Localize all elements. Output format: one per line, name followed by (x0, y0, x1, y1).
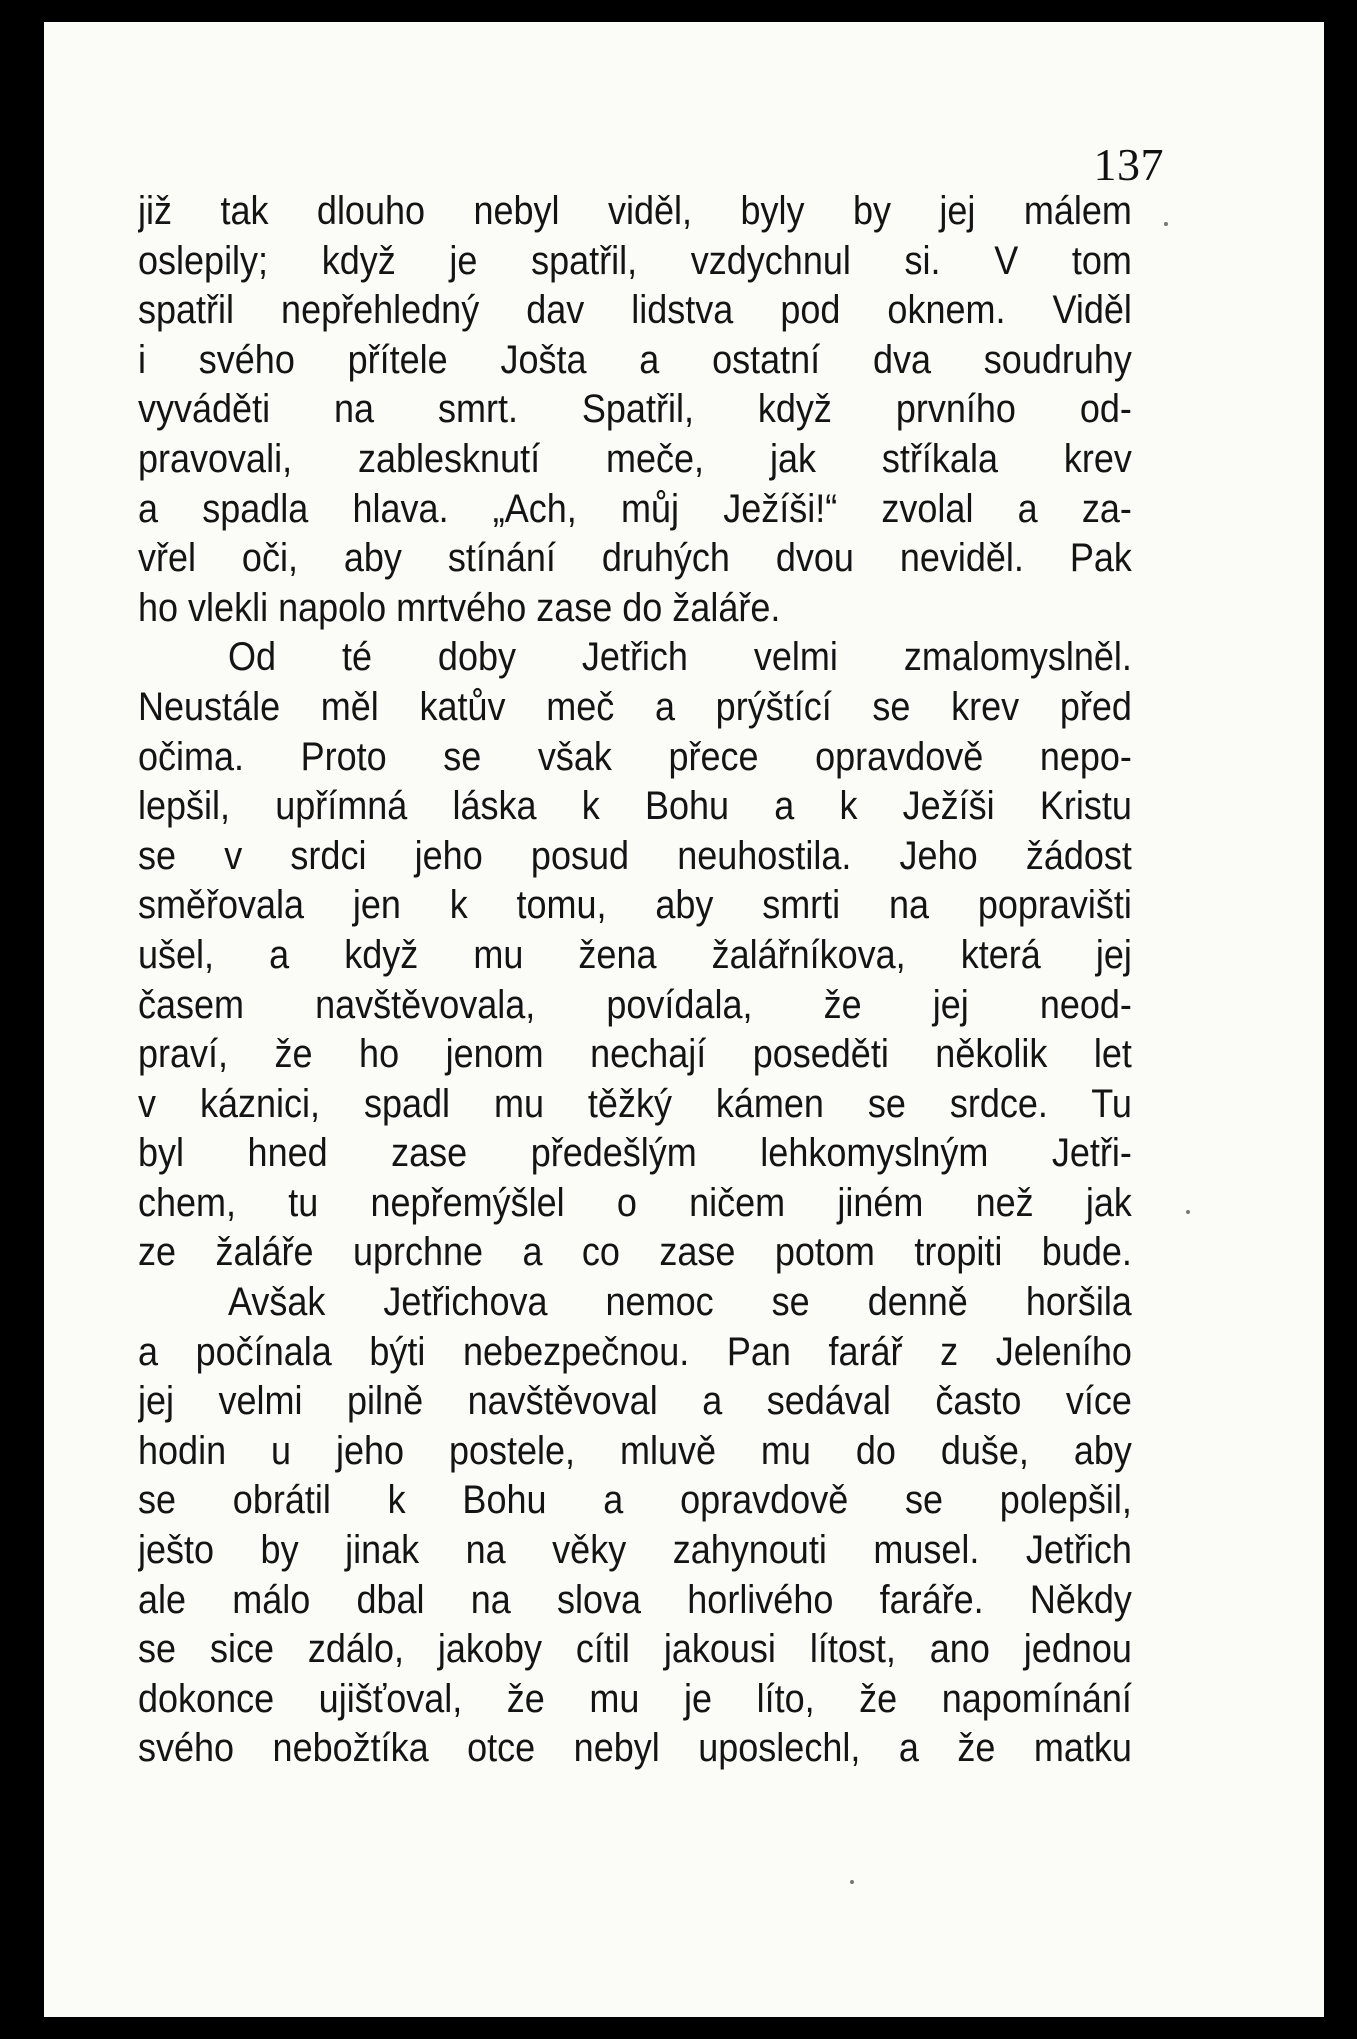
text-line: se sice zdálo, jakoby cítil jakousi lítost, ano jednou (138, 1627, 1132, 1672)
text-line: Neustále měl katův meč a prýštící se krev před (138, 684, 1132, 729)
text-line: ješto by jinak na věky zahynouti musel. Jetřich (138, 1528, 1132, 1573)
text-line: Od té doby Jetřich velmi zmalomyslněl. (228, 635, 1132, 680)
text-line: vřel oči, aby stínání druhých dvou neviděl. Pak (138, 536, 1132, 581)
text-line: časem navštěvovala, povídala, že jej neod- (138, 982, 1132, 1027)
speck (1186, 1210, 1190, 1214)
text-line: se obrátil k Bohu a opravdově se polepšil, (138, 1478, 1132, 1523)
text-line: hodin u jeho postele, mluvě mu do duše, aby (138, 1428, 1132, 1473)
text-line: očima. Proto se však přece opravdově nepo- (138, 734, 1132, 779)
text-line: se v srdci jeho posud neuhostila. Jeho žádost (138, 833, 1132, 878)
page-number: 137 (1093, 139, 1164, 190)
text-line: ho vlekli napolo mrtvého zase do žaláře. (138, 585, 781, 630)
text-line: ale málo dbal na slova horlivého faráře. Někdy (138, 1577, 1132, 1622)
text-line: pravovali, zablesknutí meče, jak stříkala krev (138, 436, 1132, 481)
text-line: a spadla hlava. „Ach, můj Ježíši!“ zvolal a za- (138, 486, 1132, 531)
text-line: směřovala jen k tomu, aby smrti na popravišti (138, 883, 1132, 928)
text-line: byl hned zase předešlým lehkomyslným Jetři- (138, 1131, 1132, 1176)
text-line: a počínala býti nebezpečnou. Pan farář z Jeleního (138, 1329, 1132, 1374)
text-line: vyváděti na smrt. Spatřil, když prvního od- (138, 387, 1132, 432)
text-line: i svého přítele Jošta a ostatní dva soudruhy (138, 337, 1132, 382)
text-line: lepšil, upřímná láska k Bohu a k Ježíši Kristu (138, 784, 1132, 829)
speck (850, 1880, 854, 1884)
text-line: oslepily; když je spatřil, vzdychnul si. V tom (138, 238, 1132, 283)
text-line: Avšak Jetřichova nemoc se denně horšila (228, 1280, 1132, 1325)
text-line: praví, že ho jenom nechají poseděti několik let (138, 1032, 1132, 1077)
speck (1164, 222, 1168, 226)
text-line: dokonce ujišťoval, že mu je líto, že napomínání (138, 1676, 1132, 1721)
text-line: ušel, a když mu žena žalářníkova, která jej (138, 932, 1132, 977)
text-line: svého nebožtíka otce nebyl uposlechl, a že matku (138, 1726, 1132, 1771)
text-line: v káznici, spadl mu těžký kámen se srdce. Tu (138, 1081, 1132, 1126)
body-text (138, 187, 1132, 1774)
text-line: jej velmi pilně navštěvoval a sedával často více (138, 1379, 1132, 1424)
text-line: spatřil nepřehledný dav lidstva pod oknem. Viděl (138, 288, 1132, 333)
text-line: chem, tu nepřemýšlel o ničem jiném než jak (138, 1180, 1132, 1225)
text-line: ze žaláře uprchne a co zase potom tropiti bude. (138, 1230, 1132, 1275)
text-line: již tak dlouho nebyl viděl, byly by jej málem (138, 189, 1132, 233)
